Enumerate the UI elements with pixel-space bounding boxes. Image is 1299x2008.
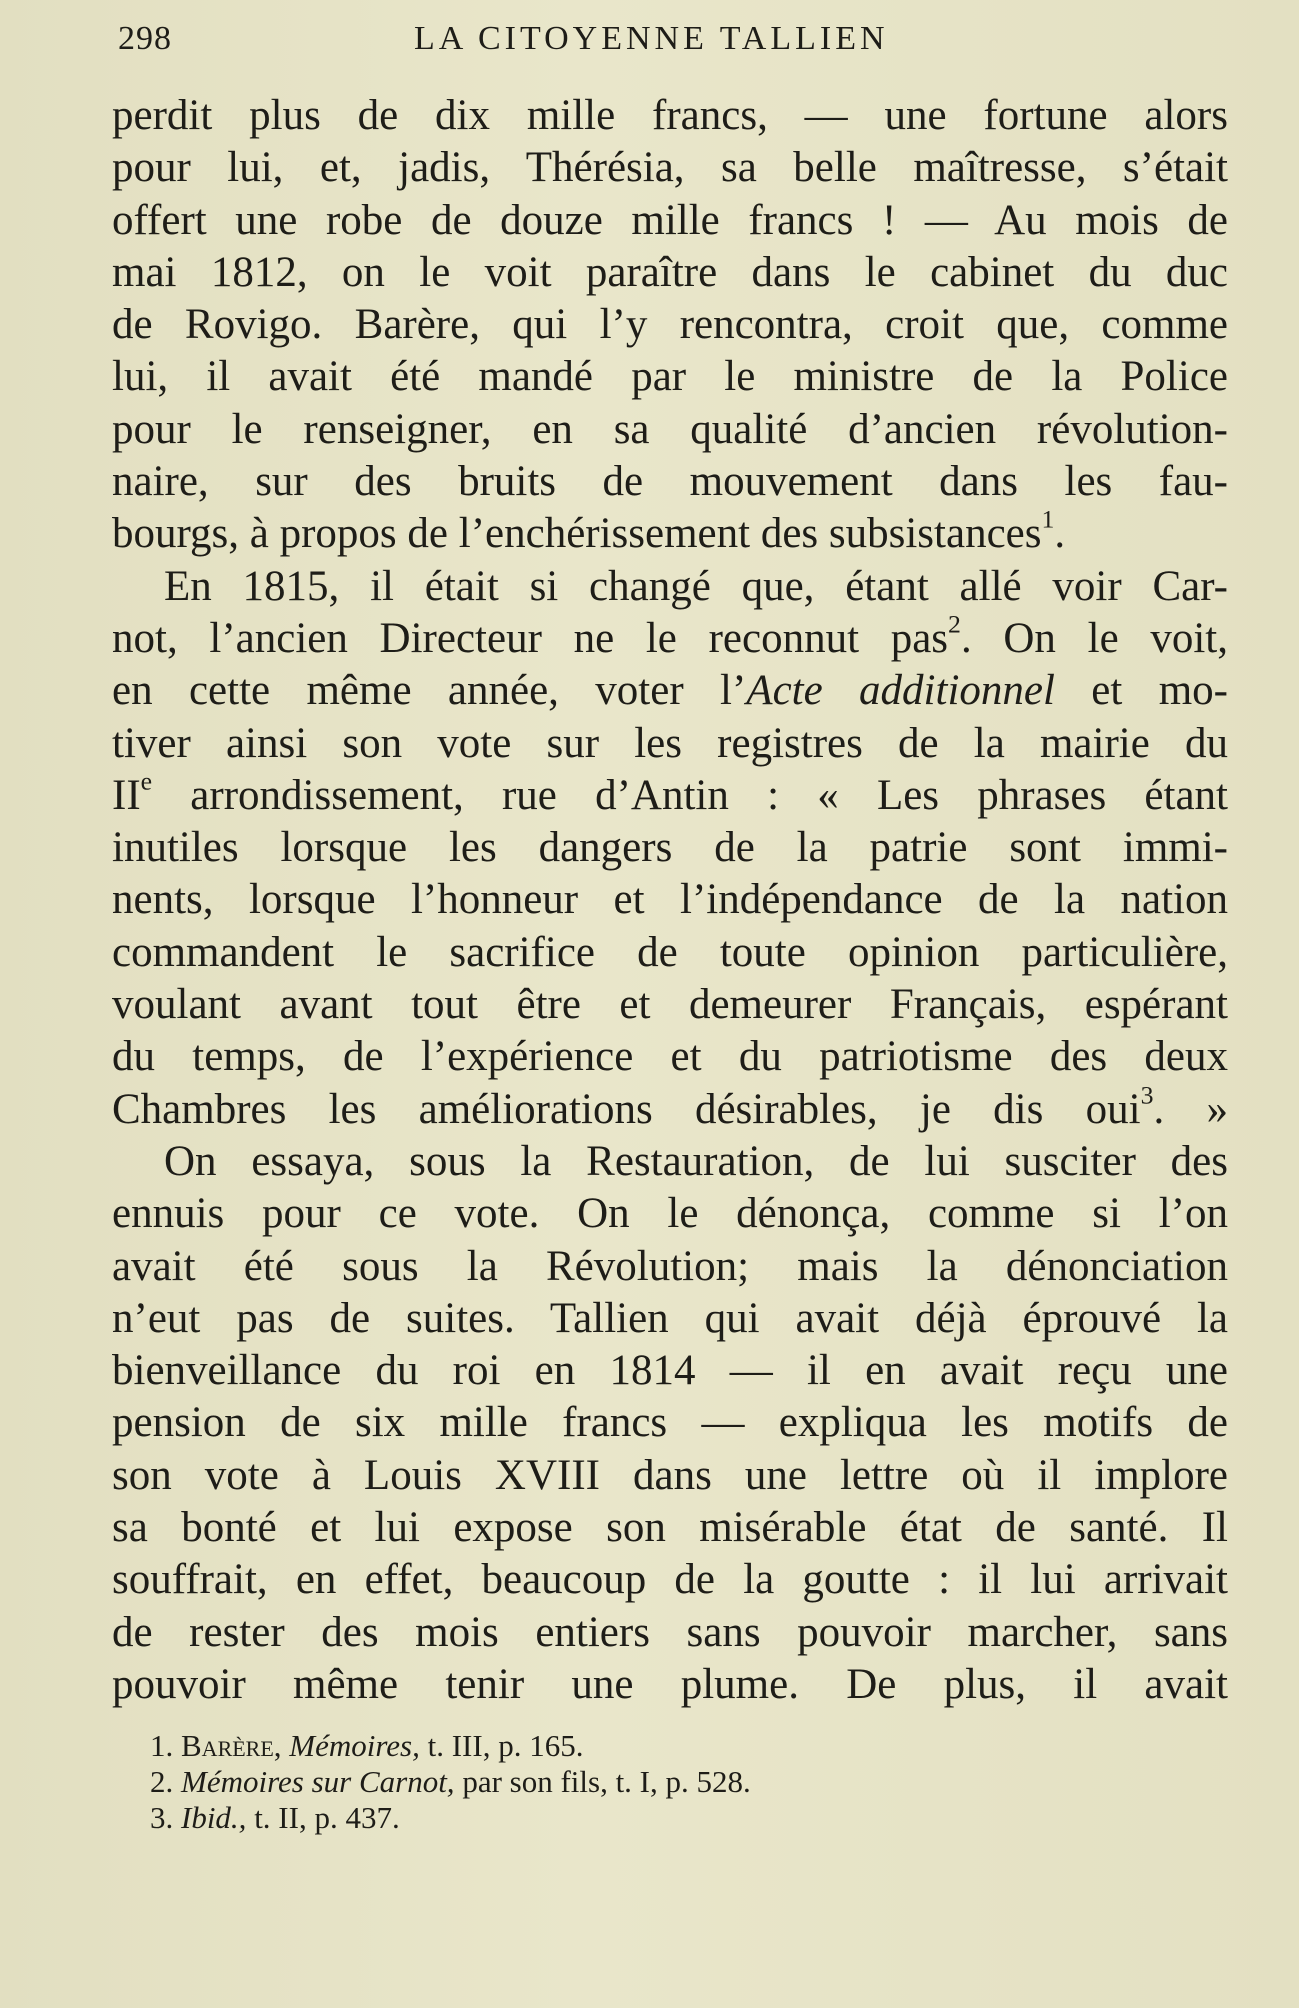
text-line: En 1815, il était si changé que, étant allé voir Car-	[164, 562, 1228, 610]
text-segment: arrondissement, rue d’Antin : « Les phrases étant	[152, 771, 1228, 819]
superscript-e: e	[140, 766, 153, 796]
text-segment: . On le voit,	[960, 614, 1228, 662]
text-line: naire, sur des bruits de mouvement dans les fau-	[112, 458, 1228, 506]
footnote-ref: 1	[1041, 505, 1055, 535]
text-line: pouvoir même tenir une plume. De plus, il avait	[112, 1660, 1228, 1708]
text-line: pour lui, et, jadis, Thérésia, sa belle maîtresse, s’était	[112, 144, 1228, 192]
paragraph-1	[112, 90, 1228, 561]
footnote-title: Mémoires sur Carnot,	[181, 1764, 455, 1799]
paragraph-3	[112, 1136, 1228, 1711]
running-title: LA CITOYENNE TALLIEN	[414, 20, 889, 57]
text-line: avait été sous la Révolution; mais la dénonciation	[112, 1242, 1228, 1290]
page-number: 298	[118, 20, 172, 57]
text-line: perdit plus de dix mille francs, — une fortune alors	[112, 92, 1228, 139]
footnote-ref: 3	[1140, 1080, 1154, 1110]
footnote-title: Mémoires,	[289, 1728, 420, 1763]
body-text	[112, 90, 1228, 1711]
text-line: de Rovigo. Barère, qui l’y rencontra, croit que, comme	[112, 301, 1228, 349]
text-line: On essaya, sous la Restauration, de lui susciter des	[164, 1137, 1228, 1185]
text-line: ennuis pour ce vote. On le dénonça, comme si l’on	[112, 1190, 1228, 1238]
footnote-ref-text: t. II, p. 437.	[254, 1800, 400, 1835]
footnote-title: Ibid.,	[181, 1800, 247, 1835]
text-line: bienveillance du roi en 1814 — il en avait reçu une	[112, 1347, 1228, 1395]
footnote-3	[150, 1800, 1150, 1836]
text-line	[112, 1080, 1228, 1136]
footnote-ref: 2	[948, 609, 961, 639]
paragraph-2	[112, 561, 1228, 1136]
text-line: tiver ainsi son vote sur les registres de la mairie du	[112, 719, 1228, 767]
text-segment: not, l’ancien Directeur ne le reconnut pas	[112, 614, 949, 662]
text-segment: Chambres les améliorations désirables, je dis oui	[112, 1085, 1141, 1133]
footnote-ref-text: t. III, p. 165.	[427, 1728, 584, 1763]
text-segment: en cette même année, voter l’	[112, 667, 747, 715]
text-line: voulant avant tout être et demeurer Français, espérant	[112, 981, 1228, 1029]
footnotes	[150, 1728, 1150, 1836]
text-segment: bourgs, à propos de l’enchérissement des subsistances	[112, 510, 1042, 558]
footnote-number: 2.	[150, 1764, 174, 1799]
text-line: bourgs, à propos de l’enchérissement des subsistances$^1$.	[112, 505, 1066, 558]
footnote-number: 3.	[150, 1800, 174, 1835]
text-line: souffrait, en effet, beaucoup de la goutte : il lui arrivait	[112, 1556, 1228, 1604]
text-line	[112, 766, 1228, 822]
text-line	[112, 665, 1228, 717]
text-segment: et mo-	[1054, 667, 1228, 715]
text-line: pour le renseigner, en sa qualité d’ancien révolution-	[112, 405, 1228, 453]
text-line: n’eut pas de suites. Tallien qui avait déjà éprouvé la	[112, 1294, 1228, 1342]
footnote-number: 1.	[150, 1728, 174, 1763]
text-line: sa bonté et lui expose son misérable état de santé. Il	[112, 1504, 1228, 1552]
text-line: mai 1812, on le voit paraître dans le cabinet du duc	[112, 248, 1228, 296]
text-line: inutiles lorsque les dangers de la patrie sont immi-	[112, 824, 1228, 872]
text-line: lui, il avait été mandé par le ministre de la Police	[112, 353, 1228, 401]
text-segment: II	[112, 771, 141, 819]
text-line: offert une robe de douze mille francs ! — Au mois de	[112, 196, 1228, 244]
text-line: du temps, de l’expérience et du patriotisme des deux	[112, 1033, 1228, 1081]
footnote-author: Barère,	[181, 1728, 282, 1763]
footnote-1	[150, 1728, 1150, 1764]
text-segment: . »	[1153, 1085, 1228, 1133]
text-line: de rester des mois entiers sans pouvoir marcher, sans	[112, 1608, 1228, 1656]
page-header	[118, 20, 1238, 60]
text-line: commandent le sacrifice de toute opinion particulière,	[112, 928, 1228, 976]
footnote-ref-text: par son fils, t. I, p. 528.	[462, 1764, 751, 1799]
footnote-2	[150, 1764, 1150, 1800]
text-line	[112, 609, 1228, 665]
text-line: pension de six mille francs — expliqua les motifs de	[112, 1399, 1228, 1447]
text-line: nents, lorsque l’honneur et l’indépendance de la nation	[112, 876, 1228, 924]
text-line: son vote à Louis XVIII dans une lettre où il implore	[112, 1451, 1228, 1499]
italic-title: Acte additionnel	[746, 667, 1055, 715]
